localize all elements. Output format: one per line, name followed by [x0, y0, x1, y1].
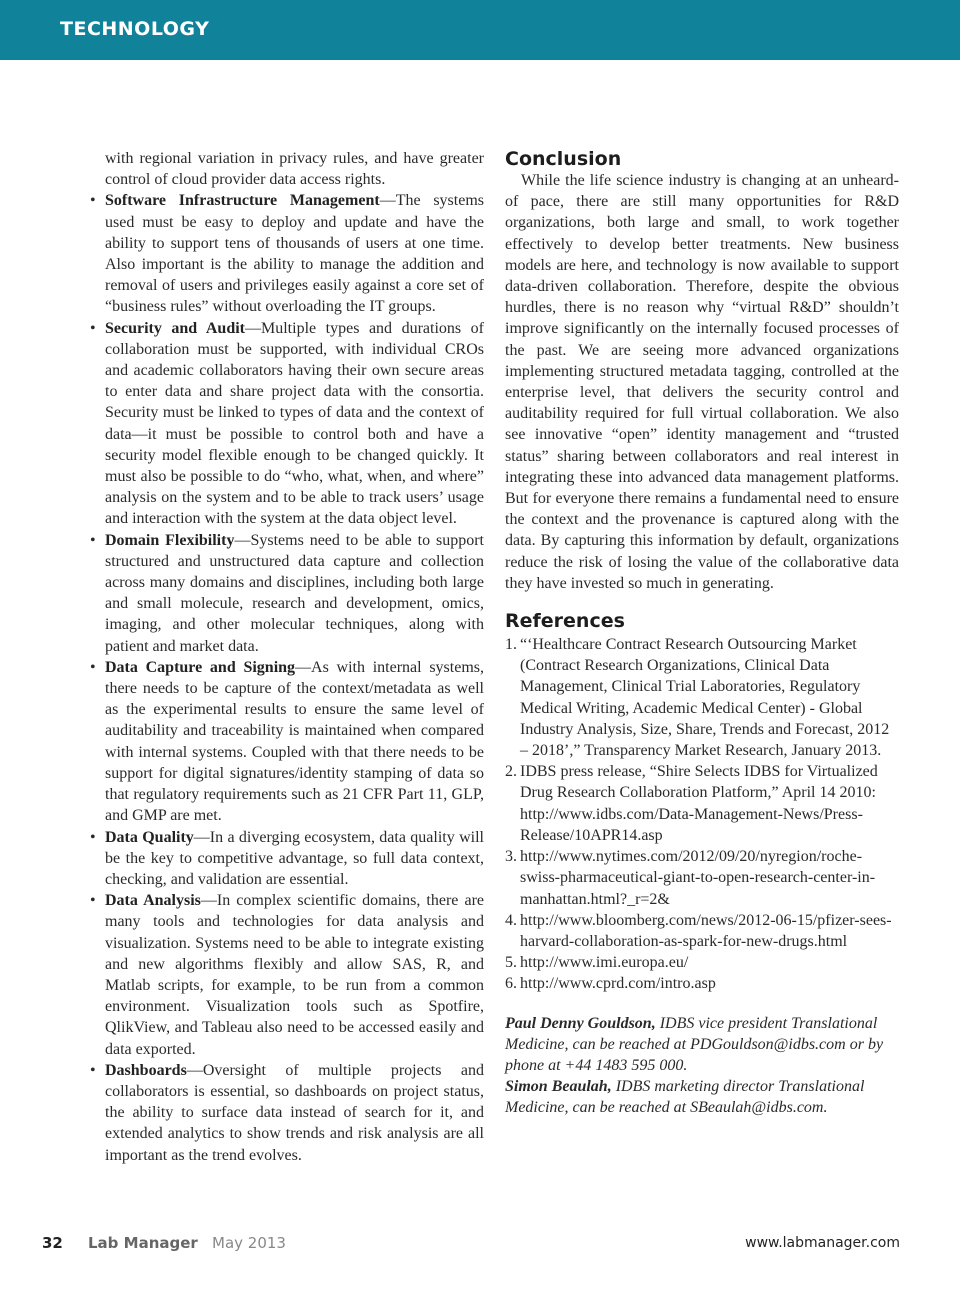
list-item	[88, 827, 484, 891]
bullet-text: —Oversight of multiple projects and collaborators is essential, so dashboards on project status, the ability to surface data instead of search for it, and extended analytics to show trends and risk analysis are all important as the trend evolves.	[105, 1061, 484, 1164]
bullet-text: —Multiple types and durations of collaboration must be supported, with individual CROs and academic collaborators having their own secure areas to enter data and share project data with the consortia. Security must be linked to types of data and the context of data—it must be possible to control both and have a security model flexible enough to be changed quickly. It must also be possible to do “who, what, when, and where” analysis on the system and to be able to track users’ usage and interaction with the system at the data object level.	[105, 319, 485, 528]
author-bio	[505, 1076, 899, 1118]
page-number: 32	[42, 1234, 63, 1252]
references-heading: References	[505, 610, 625, 633]
reference-number: 2.	[505, 763, 517, 781]
references-list	[505, 634, 899, 994]
list-item	[88, 1060, 484, 1166]
left-column	[88, 148, 484, 1166]
reference-item	[505, 952, 899, 973]
reference-text: IDBS press release, “Shire Selects IDBS for Virtualized Drug Research Collaboration Platform,” April 14 2010: http://www.idbs.com/Data-Management-News/Press-Release/10APR14.asp	[520, 763, 878, 844]
bullet-term: Dashboards	[105, 1061, 187, 1079]
conclusion-heading: Conclusion	[505, 148, 622, 170]
section-header	[0, 0, 960, 60]
list-item	[88, 318, 484, 530]
reference-item	[505, 910, 899, 952]
reference-item	[505, 973, 899, 994]
list-item	[88, 190, 484, 317]
author-details: IDBS vice president Translational Medicine, can be reached at PDGouldson@idbs.com or by phone at +44 1483 595 000.	[505, 1014, 884, 1074]
reference-text[interactable]: http://www.cprd.com/intro.asp	[520, 975, 716, 993]
bullet-term: Software Infrastructure Management	[105, 192, 380, 210]
reference-item	[505, 761, 899, 846]
issue-date: May 2013	[212, 1234, 286, 1252]
reference-number: 6.	[505, 975, 517, 993]
author-bio	[505, 1013, 899, 1077]
conclusion-paragraph: While the life science industry is changing at an unheard-of pace, there are still many opportunities for R&D organizations, both large and small, to work together effectively to develop better treatments. New business models are here, and technology is now available to support data-driven collaboration. Therefore, despite the obvious hurdles, there is no reason why “virtual R&D” shouldn’t improve significantly on the internally focused processes of the past. We are seeing more advanced organizations implementing structured metadata tagging, controlled at the enterprise level, that delivers the security control and auditability required for full virtual collaboration. We also see innovative “open” identity management and “trusted status” sharing between collaborators and real interest in integrating these into advanced data management platforms. But for everyone there remains a fundamental need to ensure the context and the provenance is captured along with the data. By capturing this information by default, organizations reduce the risk of losing the value of the collaborative data they have invested so much in generating.	[505, 172, 899, 592]
reference-text: “‘Healthcare Contract Research Outsourcing Market (Contract Research Organizations, Clinical Data Management, Clinical Trial Laboratories, Regulatory Medical Writing, Academic Medical Center) - Global Industry Analysis, Size, Share, Trends and Forecast, 2012 – 2018’,” Transparency Market Research, January 2013.	[520, 636, 890, 760]
website-link[interactable]: www.labmanager.com	[745, 1235, 900, 1251]
reference-text[interactable]: http://www.imi.europa.eu/	[520, 954, 689, 972]
bullet-text: —In complex scientific domains, there are many tools and technologies for data analysis and visualization. Systems need to be able to integrate existing and new algorithms flexibly and allow SAS, R, and Matlab scripts, for example, to be run from a common environment. Visualization tools such as Spotfire, QlikView, and Tableau also need to be accessed easily and data exported.	[105, 892, 485, 1058]
section-title: TECHNOLOGY	[60, 18, 210, 40]
bullet-text: —In a diverging ecosystem, data quality will be the key to competitive advantage, so full data context, checking, and validation are essential.	[105, 828, 484, 888]
author-name: Simon Beaulah,	[505, 1078, 612, 1096]
author-details: IDBS marketing director Translational Medicine, can be reached at SBeaulah@idbs.com.	[505, 1078, 865, 1117]
page-footer	[0, 1234, 960, 1258]
author-bios	[505, 1013, 899, 1119]
bullet-text: —The systems used must be easy to deploy and update and have the ability to support tens of thousands of users at one time. Also important is the ability to manage the addition and removal of users and privileges easily against a core set of “business rules” without overloading the IT groups.	[105, 192, 485, 316]
reference-number: 5.	[505, 954, 517, 972]
magazine-name: Lab Manager	[88, 1234, 198, 1252]
bullet-term: Domain Flexibility	[105, 531, 235, 549]
bullet-term: Data Capture and Signing	[105, 658, 296, 676]
reference-item	[505, 634, 899, 761]
reference-item	[505, 846, 899, 910]
bullet-text: —Systems need to be able to support structured and unstructured data capture and collection across many domains and disciplines, including both large and small molecule, research and development, omics, imaging, and other molecular techniques, along with patient and market data.	[105, 531, 484, 655]
author-name: Paul Denny Gouldson,	[505, 1014, 656, 1032]
reference-number: 4.	[505, 911, 517, 929]
list-item	[88, 530, 484, 657]
bullet-text: —As with internal systems, there needs to be capture of the context/metadata as well as the experimental results to ensure the same level of auditability and traceability is maintained when compared with internal systems. Coupled with that there needs to be support for digital signatures/identity stamping of data so that regulatory requirements such as 21 CFR Part 11, GLP, and GMP are met.	[105, 658, 485, 825]
list-item	[88, 890, 484, 1060]
bullet-term: Security and Audit	[105, 319, 245, 337]
right-column	[505, 148, 899, 1119]
intro-paragraph: with regional variation in privacy rules, and have greater control of cloud provider data access rights.	[105, 150, 484, 189]
list-item	[88, 657, 484, 827]
bullet-term: Data Quality	[105, 828, 194, 846]
reference-text[interactable]: http://www.nytimes.com/2012/09/20/nyregion/roche-swiss-pharmaceutical-giant-to-open-research-center-in-manhattan.html?_r=2&	[520, 848, 876, 908]
reference-number: 3.	[505, 848, 517, 866]
reference-text[interactable]: http://www.bloomberg.com/news/2012-06-15/pfizer-sees-harvard-collaboration-as-spark-for-new-drugs.html	[520, 911, 892, 950]
bullet-term: Data Analysis	[105, 892, 201, 910]
requirements-list	[88, 190, 484, 1165]
reference-number: 1.	[505, 636, 517, 654]
